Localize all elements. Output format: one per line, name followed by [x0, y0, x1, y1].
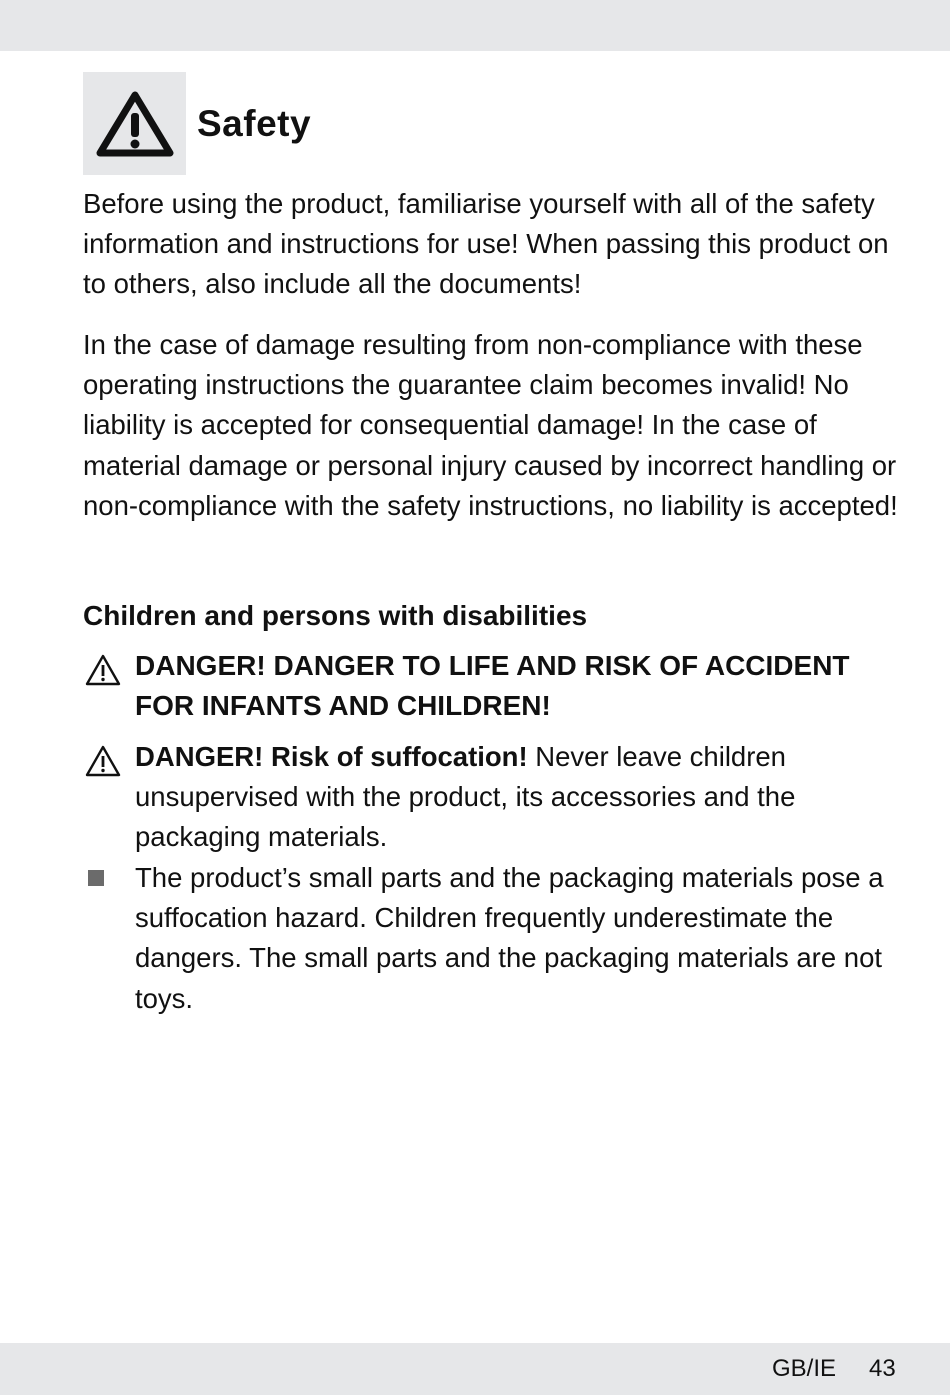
danger-warning-text: DANGER! DANGER TO LIFE AND RISK OF ACCIDENT FOR INFANTS AND CHILDREN! [135, 650, 850, 722]
top-band [0, 0, 950, 51]
liability-paragraph: In the case of damage resulting from non-compliance with these operating instructions the guarantee claim becomes invalid! No liability is accepted for consequential damage! In the case of material damage or personal injury caused by incorrect handling or non-compliance with the safety instructions, no liability is accepted! [83, 329, 898, 521]
page-title: Safety [197, 103, 312, 144]
footer-language: GB/IE [772, 1355, 837, 1382]
warning-triangle-icon [95, 89, 175, 159]
warning-triangle-icon [85, 745, 121, 777]
suffocation-warning-lead: DANGER! Risk of suffocation! [135, 741, 528, 772]
square-bullet-icon [88, 870, 104, 886]
section-title: Children and persons with disabilities [83, 600, 588, 631]
warning-triangle-icon [85, 654, 121, 686]
safety-icon-box [83, 72, 186, 175]
intro-paragraph: Before using the product, familiarise yourself with all of the safety information and instructions for use! When passing this product on to others, also include all the documents! [83, 188, 889, 300]
list-item-text: The product’s small parts and the packaging materials pose a suffocation hazard. Children frequently underestimate the dangers. The small parts and the packaging materials are not toys. [135, 862, 884, 1014]
page-number: 43 [869, 1355, 896, 1382]
suffocation-warning-body: Never leave children unsupervised with the product, its accessories and the packaging materials. [135, 741, 796, 853]
suffocation-warning-text [135, 737, 905, 858]
